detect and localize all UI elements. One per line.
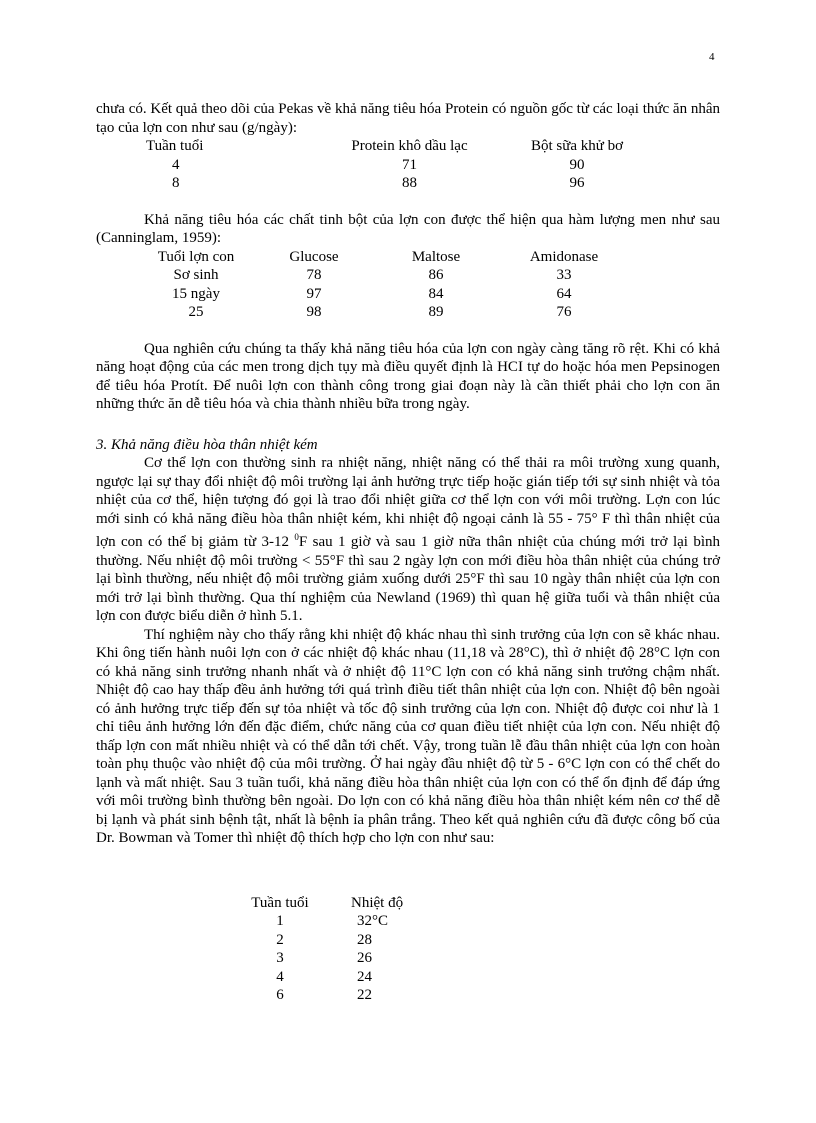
starch-paragraph: Khả năng tiêu hóa các chất tinh bột của lợn con được thể hiện qua hàm lượng men như sau (Canninglam, 1959): xyxy=(96,211,720,246)
table-cell: 33 xyxy=(556,267,572,283)
section-heading: 3. Khả năng điều hòa thân nhiệt kém xyxy=(96,436,318,453)
table-cell: 71 xyxy=(402,156,417,173)
table-cell: 96 xyxy=(569,175,585,191)
thermo-paragraph-1 xyxy=(96,454,720,626)
table-cell: 4 xyxy=(276,968,284,985)
table-row xyxy=(241,986,507,1005)
table-cell: 24 xyxy=(357,968,372,985)
table-cell: 6 xyxy=(276,987,284,1003)
table-cell: 8 xyxy=(172,175,180,191)
table-cell: 26 xyxy=(357,950,372,966)
column-header: Nhiệt độ xyxy=(351,894,404,911)
starch-enzyme-table xyxy=(143,248,635,322)
column-header: Glucose xyxy=(289,248,339,265)
column-header: Maltose xyxy=(411,248,461,265)
table-cell: 90 xyxy=(569,156,585,173)
degree-superscript: 0 xyxy=(294,532,299,542)
table-row xyxy=(241,931,507,950)
table-row xyxy=(144,174,657,193)
column-header: Tuần tuổi xyxy=(251,894,309,911)
table-header-row xyxy=(144,137,657,156)
table-cell: Sơ sinh xyxy=(173,267,219,283)
research-paragraph: Qua nghiên cứu chúng ta thấy khả năng tiêu hóa của lợn con ngày càng tăng rõ rệt. Khi có khả năng hoạt động của các men trong dịch tụy mà điều quyết định là HCI tự do hoặc hóa men Pepsinogen để tiêu hóa Protít. Để nuôi lợn con thành công trong giai đoạn này là cần thiết phải cho lợn con ăn những thức ăn dễ tiêu hóa và chia thành nhiều bữa trong ngày. xyxy=(96,340,720,412)
thermo-text-part-1: Cơ thể lợn con thường sinh ra nhiệt năng, nhiệt năng có thể thải ra môi trường xung quanh, ngược lại sự thay đổi nhiệt độ môi trường lại ảnh hưởng trực tiếp hoặc gián tiếp tới sự sinh nhiệt và tỏa nhiệt của cơ thể, hiện tượng đó gọi là trao đổi nhiệt giữa cơ thể lợn con với môi trường. Lợn con lúc mới sinh có khả năng điều hòa thân nhiệt kém, khi nhiệt độ ngoại cảnh là 55 - 75° F thì thân nhiệt của lợn con có thể bị giảm từ 3-12 xyxy=(96,455,720,550)
table-cell: 97 xyxy=(306,285,322,302)
column-header: Amidonase xyxy=(529,248,599,265)
table-cell: 22 xyxy=(357,987,372,1003)
table-cell: 88 xyxy=(402,175,417,191)
table-cell: 1 xyxy=(276,913,284,929)
table-header-row xyxy=(143,248,635,267)
table-row xyxy=(144,156,657,175)
column-header: Tuần tuổi xyxy=(146,138,204,154)
table-cell: 84 xyxy=(428,285,444,302)
column-header: Tuổi lợn con xyxy=(157,248,235,265)
table-cell: 25 xyxy=(188,304,204,320)
table-row xyxy=(143,266,635,285)
table-cell: 89 xyxy=(428,304,444,320)
table-cell: 2 xyxy=(276,931,284,948)
document-body xyxy=(96,100,720,1005)
table-cell: 3 xyxy=(276,950,284,966)
table-cell: 78 xyxy=(306,267,322,283)
temperature-table xyxy=(241,894,507,1005)
table-header-row xyxy=(241,894,507,913)
table-cell: 28 xyxy=(357,931,372,948)
table-cell: 98 xyxy=(306,304,322,320)
table-cell: 15 ngày xyxy=(172,285,220,302)
table-cell: 86 xyxy=(428,267,444,283)
table-cell: 32°C xyxy=(357,913,389,929)
protein-digestion-table xyxy=(144,137,657,193)
page-number: 4 xyxy=(709,51,715,63)
table-row xyxy=(241,949,507,968)
table-row xyxy=(241,912,507,931)
thermo-paragraph-2: Thí nghiệm này cho thấy rằng khi nhiệt độ khác nhau thì sinh trưởng của lợn con sẽ khác nhau. Khi ông tiến hành nuôi lợn con ở các nhiệt độ khác nhau (11,18 và 28°C), thì ở nhiệt độ 28°C lợn con có khả năng sinh trưởng nhanh nhất và ở nhiệt độ 11°C lợn con có khả năng sinh trưởng chậm nhất. Nhiệt độ cao hay thấp đều ảnh hưởng tới quá trình điều tiết thân nhiệt của lợn con. Nhiệt độ bên ngoài có ảnh hưởng trực tiếp đến sự tỏa nhiệt và tốc độ sinh trưởng của lợn con. Nhiệt độ được coi như là 1 chỉ tiêu ảnh hưởng lớn đến đặc điểm, chức năng của cơ quan điều tiết nhiệt của lợn con. Nếu nhiệt độ thấp lợn con mất nhiều nhiệt và có thể dẫn tới chết. Vậy, trong tuần lễ đầu thân nhiệt của lợn con hoàn toàn phụ thuộc vào nhiệt độ của môi trường. Ở hai ngày đầu nhiệt độ từ 5 - 6°C lợn con có thể chết do lạnh và mất nhiệt. Sau 3 tuần tuổi, khả năng điều hòa thân nhiệt của lợn con có thể ổn định để đáp ứng với môi trường bình thường bên ngoài. Do lợn con có khả năng điều hòa thân nhiệt kém nên cơ thể dễ bị lạnh và phát sinh bệnh tật, nhất là bệnh ỉa phân trắng. Theo kết quả nghiên cứu đã được công bố của Dr. Bowman và Tomer thì nhiệt độ thích hợp cho lợn con như sau: xyxy=(96,626,720,846)
column-header: Protein khô dầu lạc xyxy=(351,138,468,154)
intro-paragraph: chưa có. Kết quả theo dõi của Pekas về khả năng tiêu hóa Protein có nguồn gốc từ các loại thức ăn nhân tạo của lợn con như sau (g/ngày): xyxy=(96,101,720,136)
table-row xyxy=(143,303,635,322)
table-row xyxy=(143,285,635,304)
table-cell: 4 xyxy=(172,156,180,173)
table-cell: 64 xyxy=(556,285,572,302)
thermo-text-part-2: F sau 1 giờ và sau 1 giờ nữa thân nhiệt của chúng mới trở lại bình thường. Nếu nhiệt độ môi trường < 55°F thì sau 2 ngày lợn con mới điều hòa thân nhiệt của chúng trở lại bình thường, nếu nhiệt độ môi trường giảm xuống dưới 25°F thì sau 10 ngày thân nhiệt của lợn con mới trở lại bình thường. Qua thí nghiệm của Newland (1969) thì quan hệ giữa tuổi và thân nhiệt của lợn con được biểu diễn ở hình 5.1. xyxy=(96,534,720,624)
table-row xyxy=(241,968,507,987)
column-header: Bột sữa khử bơ xyxy=(530,138,624,154)
table-cell: 76 xyxy=(556,304,572,320)
